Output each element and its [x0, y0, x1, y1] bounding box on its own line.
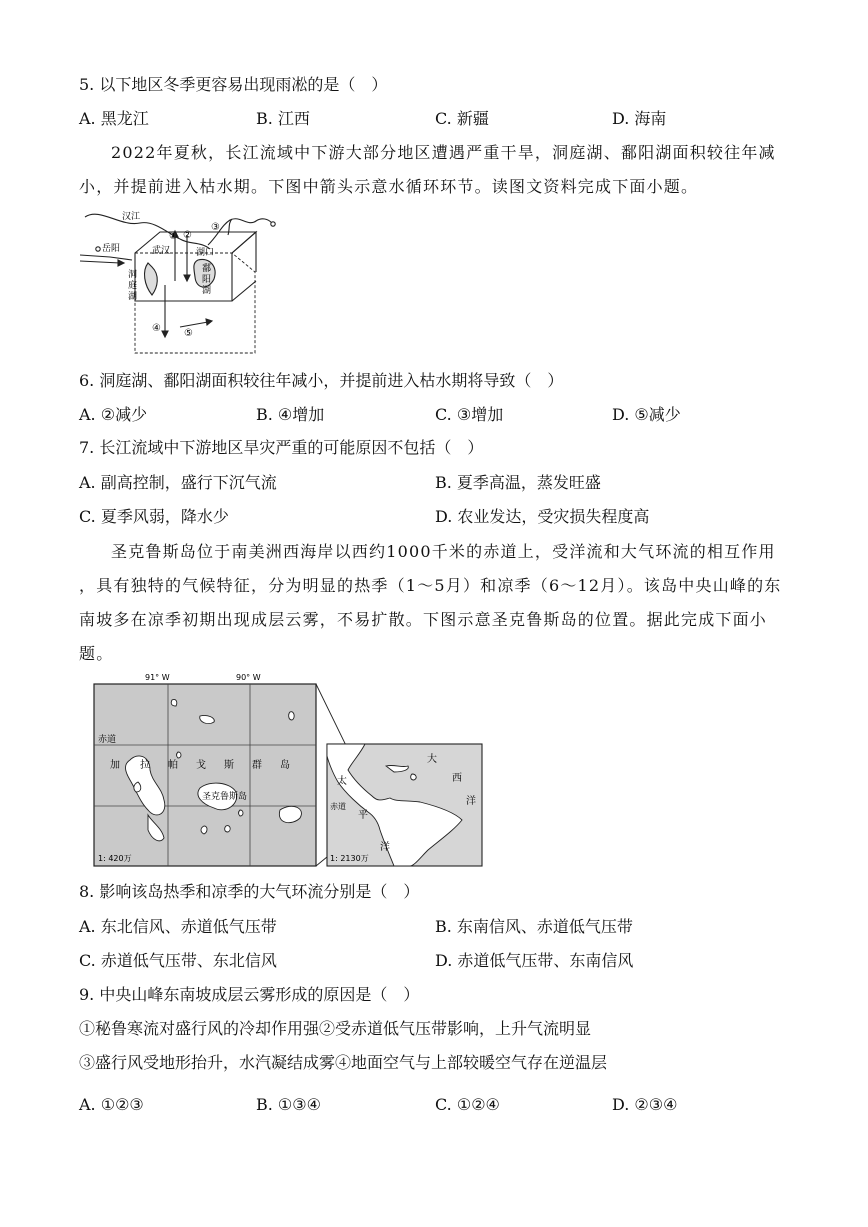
q5-option-d: D. 海南 — [612, 109, 667, 128]
label-equator-inset: 赤道 — [330, 802, 346, 811]
label-wuhan: 武汉 — [152, 246, 171, 256]
q8-option-a: A. 东北信风、赤道低气压带 — [79, 917, 277, 936]
label-arch-2: 拉 — [140, 760, 150, 771]
q5-option-c: C. 新疆 — [435, 109, 489, 128]
q9-stem: 9. 中央山峰东南坡成层云雾形成的原因是（ ） — [79, 985, 420, 1004]
label-arch-3: 帕 — [168, 760, 178, 771]
label-hanjiang: 汉江 — [122, 212, 141, 222]
label-poyang-1: 鄱 — [202, 264, 212, 274]
q7-option-c: C. 夏季风弱，降水少 — [79, 507, 229, 526]
label-pacific-2: 平 — [358, 810, 368, 821]
label-scale-inset: 1: 2130万 — [330, 854, 369, 863]
q5-stem: 5. 以下地区冬季更容易出现雨凇的是（ ） — [79, 75, 388, 94]
label-lon-91w: 91° W — [145, 673, 170, 682]
label-scale-main: 1: 420万 — [98, 854, 132, 863]
passage-santa-cruz-line2: ，具有独特的气候特征，分为明显的热季（1～5月）和凉季（6～12月）。该岛中央山峰的东 — [79, 576, 782, 595]
label-arch-5: 斯 — [224, 760, 234, 771]
label-arch-4: 戈 — [196, 760, 206, 771]
label-poyang-3: 湖 — [202, 286, 212, 296]
q8-stem: 8. 影响该岛热季和凉季的大气环流分别是（ ） — [79, 882, 420, 901]
label-atlantic-1: 大 — [427, 754, 437, 765]
label-n3: ③ — [211, 222, 220, 233]
label-yueyang: 岳阳 — [102, 244, 121, 254]
label-hukou: 湖口 — [196, 248, 215, 258]
q6-stem: 6. 洞庭湖、鄱阳湖面积较往年减小，并提前进入枯水期将导致（ ） — [79, 371, 564, 390]
label-arch-7: 岛 — [280, 760, 290, 771]
q5-option-b: B. 江西 — [256, 109, 310, 128]
q6-option-c: C. ③增加 — [435, 405, 504, 424]
label-equator-main: 赤道 — [98, 735, 117, 745]
label-arch-1: 加 — [110, 760, 120, 771]
q9-option-c: C. ①②④ — [435, 1095, 500, 1114]
q9-option-d: D. ②③④ — [612, 1095, 678, 1114]
label-poyang-2: 阳 — [202, 275, 212, 285]
label-dongting-2: 庭 — [128, 281, 138, 291]
q8-option-b: B. 东南信风、赤道低气压带 — [435, 917, 633, 936]
q6-option-d: D. ⑤减少 — [612, 405, 681, 424]
label-dongting-1: 洞 — [128, 270, 138, 280]
label-pacific-1: 太 — [337, 776, 347, 787]
q9-statements-2: ③盛行风受地形抬升，水汽凝结成雾④地面空气与上部较暖空气存在逆温层 — [79, 1053, 608, 1072]
label-atlantic-3: 洋 — [466, 796, 476, 807]
label-arch-6: 群 — [252, 760, 262, 771]
label-pacific-3: 洋 — [380, 842, 390, 853]
q7-option-a: A. 副高控制，盛行下沉气流 — [79, 473, 277, 492]
water-cycle-figure — [80, 205, 280, 357]
passage-drought-line2: 小，并提前进入枯水期。下图中箭头示意水循环环节。读图文资料完成下面小题。 — [79, 177, 699, 196]
q9-option-b: B. ①③④ — [256, 1095, 321, 1114]
label-atlantic-2: 西 — [452, 773, 462, 784]
q6-option-a: A. ②减少 — [79, 405, 148, 424]
passage-drought — [79, 136, 785, 204]
passage-santa-cruz-line3: 南坡多在凉季初期出现成层云雾，不易扩散。下图示意圣克鲁斯岛的位置。据此完成下面小 — [79, 610, 768, 629]
label-dongting-3: 湖 — [128, 292, 138, 302]
q9-option-a: A. ①②③ — [79, 1095, 144, 1114]
q5-option-a: A. 黑龙江 — [79, 109, 149, 128]
label-n2: ② — [183, 230, 192, 241]
galapagos-map-figure — [90, 670, 490, 870]
passage-santa-cruz-line1: 圣克鲁斯岛位于南美洲西海岸以西约1000千米的赤道上，受洋流和大气环流的相互作用 — [111, 542, 776, 561]
q8-option-c: C. 赤道低气压带、东北信风 — [79, 951, 277, 970]
q7-option-b: B. 夏季高温，蒸发旺盛 — [435, 473, 601, 492]
label-n5: ⑤ — [184, 328, 193, 339]
label-n4: ④ — [152, 323, 161, 334]
q9-statements-1: ①秘鲁寒流对盛行风的冷却作用强②受赤道低气压带影响，上升气流明显 — [79, 1019, 592, 1038]
q7-option-d: D. 农业发达，受灾损失程度高 — [435, 507, 650, 526]
q8-option-d: D. 赤道低气压带、东南信风 — [435, 951, 634, 970]
label-lon-90w: 90° W — [236, 673, 261, 682]
label-santa-cruz: 圣克鲁斯岛 — [202, 792, 248, 802]
passage-drought-line1: 2022年夏秋，长江流域中下游大部分地区遭遇严重干旱，洞庭湖、鄱阳湖面积较往年减 — [111, 143, 776, 162]
q6-option-b: B. ④增加 — [256, 405, 325, 424]
label-n1: ① — [169, 231, 178, 242]
q7-stem: 7. 长江流域中下游地区旱灾严重的可能原因不包括（ ） — [79, 438, 484, 457]
passage-santa-cruz — [79, 535, 785, 671]
passage-santa-cruz-line4: 题。 — [79, 644, 114, 663]
